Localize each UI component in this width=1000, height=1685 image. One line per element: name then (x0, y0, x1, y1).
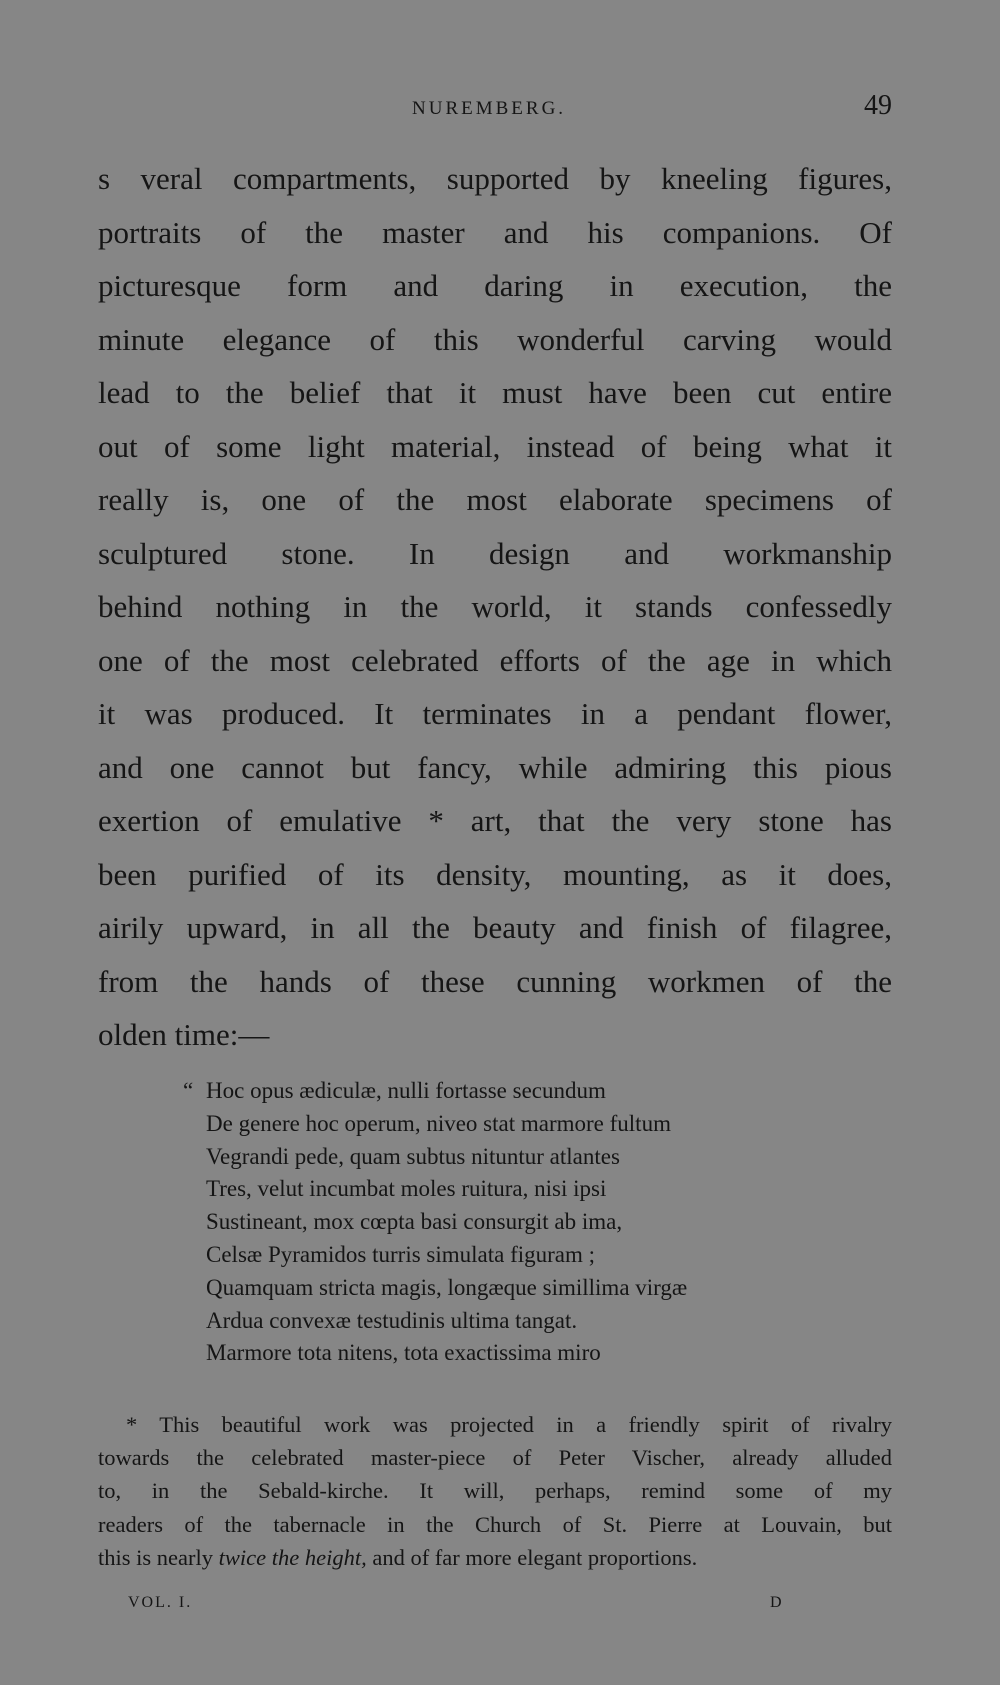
body-line: been purified of its density, mounting, as it does, (98, 856, 892, 892)
footnote-italic-text: twice the height, (218, 1544, 367, 1570)
verse-line: Tres, velut incumbat moles ruitura, nisi ipsi (206, 1176, 607, 1202)
footnote-line: * This beautiful work was projected in a friendly spirit of rivalry (126, 1412, 892, 1437)
footnote-text: and of far more elegant proportions. (366, 1544, 698, 1570)
body-line: airily upward, in all the beauty and finish of filagree, (98, 910, 892, 945)
verse-line: Celsæ Pyramidos turris simulata figuram ; (206, 1241, 596, 1267)
body-line: s veral compartments, supported by kneeling figures, (98, 161, 892, 196)
body-line: picturesque form and daring in execution, the (98, 268, 892, 303)
footnote-line (98, 1541, 892, 1574)
footnote (98, 1408, 892, 1574)
signature-line (0, 1594, 1000, 1618)
verse-line (183, 1075, 823, 1108)
open-quote: “ (183, 1078, 194, 1103)
body-line: one of the most celebrated efforts of the age in which (98, 642, 892, 678)
body-line: exertion of emulative * art, that the very stone has (98, 803, 892, 838)
verse-line: Ardua convexæ testudinis ultima tangat. (206, 1307, 578, 1333)
body-line: portraits of the master and his companions. Of (98, 214, 892, 250)
body-paragraph (98, 152, 892, 1062)
signature-mark: D (770, 1594, 782, 1611)
body-line: and one cannot but fancy, while admiring this pious (98, 749, 892, 785)
body-line: olden time:— (98, 1017, 270, 1052)
body-line: minute elegance of this wonderful carving would (98, 321, 892, 357)
verse-line: De genere hoc operum, niveo stat marmore fultum (206, 1110, 671, 1136)
body-line: it was produced. It terminates in a pendant flower, (98, 696, 892, 731)
running-head (0, 92, 1000, 132)
footnote-line: towards the celebrated master-piece of Peter Vischer, already alluded (98, 1445, 892, 1471)
body-line: behind nothing in the world, it stands confessedly (98, 589, 892, 624)
body-line: out of some light material, instead of being what it (98, 428, 892, 464)
running-title: NUREMBERG. (412, 98, 567, 119)
body-line: sculptured stone. In design and workmanship (98, 535, 892, 571)
body-line: really is, one of the most elaborate specimens of (98, 482, 892, 517)
verse-line-text: Hoc opus ædiculæ, nulli fortasse secundum (206, 1078, 606, 1103)
body-line: lead to the belief that it must have been cut entire (98, 375, 892, 410)
verse-line: Quamquam stricta magis, longæque simillima virgæ (206, 1274, 688, 1300)
body-line: from the hands of these cunning workmen of the (98, 963, 892, 999)
footnote-text: this is nearly (98, 1544, 219, 1570)
latin-verse-quotation (183, 1075, 823, 1370)
verse-line: Vegrandi pede, quam subtus nituntur atlantes (206, 1143, 620, 1169)
footnote-line: to, in the Sebald-kirche. It will, perhaps, remind some of my (98, 1478, 892, 1504)
footnote-line: readers of the tabernacle in the Church of St. Pierre at Louvain, but (98, 1511, 892, 1537)
verse-line: Marmore tota nitens, tota exactissima miro (206, 1340, 601, 1366)
volume-label: VOL. I. (128, 1594, 193, 1611)
verse-line: Sustineant, mox cœpta basi consurgit ab ima, (206, 1209, 623, 1235)
page-number: 49 (864, 90, 892, 121)
